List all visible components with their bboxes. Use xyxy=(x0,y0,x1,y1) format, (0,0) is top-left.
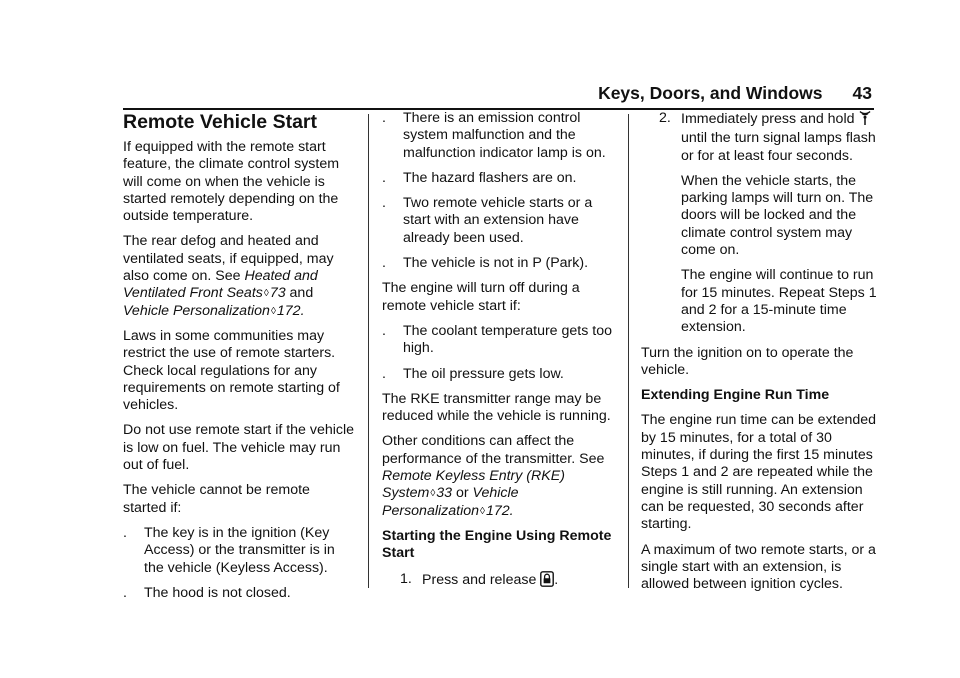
column-3 xyxy=(641,110,877,601)
subheading-extending-run-time: Extending Engine Run Time xyxy=(641,387,830,404)
list-item: . The key is in the ignition (Key Access) or the transmitter is in the vehicle (Keyless Access). xyxy=(123,524,335,576)
paragraph-maximum-starts: A maximum of two remote starts, or a single start with an extension, is allowed between ignition cycles. xyxy=(641,541,876,593)
paragraph-extend: The engine run time can be extended by 15 minutes, for a total of 30 minutes, if during the first 15 minutes Steps 1 and 2 are repeated while the engine is still running. An extension can be requested, 30 seconds after starting. xyxy=(641,412,877,533)
paragraph-cannot-start: The vehicle cannot be remote started if: xyxy=(123,482,310,516)
list-item: . The coolant temperature gets too high. xyxy=(382,322,612,357)
paragraph-laws: Laws in some communities may restrict the use of remote starters. Check local regulations for any requirements on remote starting of vehicles. xyxy=(123,327,340,414)
step-2-continuation: until the turn signal lamps flash or for at least four seconds. xyxy=(681,130,876,164)
step-number: 1. xyxy=(400,570,412,587)
column-divider-2 xyxy=(628,114,629,588)
bullet-mark: . xyxy=(123,584,127,601)
column-1 xyxy=(123,110,355,610)
running-header xyxy=(598,83,872,104)
bullet-mark: . xyxy=(382,365,386,382)
list-item: . The oil pressure gets low. xyxy=(382,365,564,382)
list-item: . Two remote vehicle starts or a start with an extension have already been used. xyxy=(382,195,593,246)
bullet-mark: . xyxy=(382,195,386,212)
paragraph-engine-off: The engine will turn off during a remote vehicle start if: xyxy=(382,280,580,314)
step-1: 1. Press and release . xyxy=(400,570,559,588)
page-ref-73[interactable]: 73 xyxy=(269,285,286,302)
paragraph-rke-range: The RKE transmitter range may be reduced while the vehicle is running. xyxy=(382,390,611,425)
remote-start-icon xyxy=(858,110,872,126)
bullet-mark: . xyxy=(382,322,386,339)
paragraph-turn-ignition: Turn the ignition on to operate the vehicle. xyxy=(641,344,854,378)
lock-key-icon xyxy=(540,571,554,587)
column-2 xyxy=(382,110,618,597)
page-ref-33[interactable]: 33 xyxy=(436,485,453,502)
page-ref-icon: ◊ xyxy=(270,305,276,317)
step-number: 2. xyxy=(659,110,671,126)
list-item: . The hood is not closed. xyxy=(123,584,291,601)
column-divider-1 xyxy=(368,114,369,588)
page-ref-icon: ◊ xyxy=(430,488,436,500)
bullet-mark: . xyxy=(123,524,127,541)
page-ref-icon: ◊ xyxy=(480,505,485,517)
cross-ref-vehicle-personalization[interactable]: Vehicle Personalization xyxy=(382,485,519,519)
cross-ref-heated-seats[interactable]: Heated and Ventilated Front Seats xyxy=(123,268,318,302)
paragraph-intro: If equipped with the remote start feature, the climate control system will come on when the vehicle is started remotely depending on the outside temperature. xyxy=(123,139,340,225)
paragraph-other-conditions: Other conditions can affect the performance of the transmitter. See Remote Keyless Entry (RKE) System◊33 or Vehicle Personalization◊172. xyxy=(382,433,605,519)
cross-ref-rke-system[interactable]: Remote Keyless Entry (RKE) System xyxy=(382,468,565,502)
paragraph-rear-defog: The rear defog and heated and ventilated seats, if equipped, may also come on. See Heated and Ventilated Front Seats◊73 and Vehicle Personalization◊172. xyxy=(123,233,334,319)
cross-ref-vehicle-personalization[interactable]: Vehicle Personalization xyxy=(123,302,270,319)
list-item: . The hazard flashers are on. xyxy=(382,169,577,186)
step-2: 2. Immediately press and hold xyxy=(641,110,877,128)
page-number: 43 xyxy=(852,83,872,103)
page-ref-172[interactable]: 172. xyxy=(276,302,305,319)
chapter-title: Keys, Doors, and Windows xyxy=(598,83,823,103)
bullet-mark: . xyxy=(382,110,386,126)
list-item: . The vehicle is not in P (Park). xyxy=(382,255,589,272)
bullet-mark: . xyxy=(382,169,386,186)
list-item: . There is an emission control system malfunction and the malfunction indicator lamp is on. xyxy=(382,110,606,161)
subheading-starting-engine: Starting the Engine Using Remote Start xyxy=(382,527,612,562)
section-title: Remote Vehicle Start xyxy=(123,111,317,133)
paragraph-low-fuel: Do not use remote start if the vehicle is low on fuel. The vehicle may run out of fuel. xyxy=(123,422,355,474)
page-ref-172[interactable]: 172. xyxy=(485,502,514,519)
bullet-mark: . xyxy=(382,255,386,272)
page-ref-icon: ◊ xyxy=(263,288,269,300)
step-2-note-vehicle-starts: When the vehicle starts, the parking lamps will turn on. The doors will be locked and the climate control system may come on. xyxy=(681,172,874,259)
step-2-note-run-time: The engine will continue to run for 15 minutes. Repeat Steps 1 and 2 for a 15-minute time extension. xyxy=(681,267,877,336)
